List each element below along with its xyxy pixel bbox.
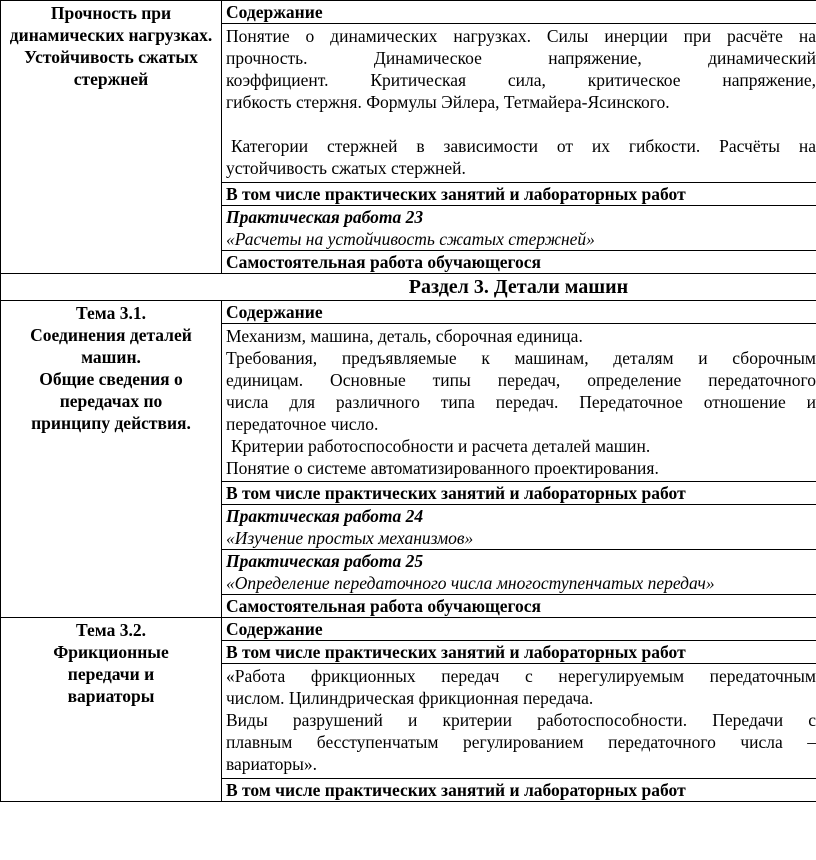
text-line: Виды разрушений и критерии работоспособности. Передачи с: [226, 710, 816, 730]
practice-work: [222, 505, 816, 550]
practice-header: В том числе практических занятий и лабораторных работ: [222, 183, 816, 206]
text-line: Понятие о динамических нагрузках. Силы инерции при расчёте на: [226, 26, 816, 46]
topic-title: Прочность при динамических нагрузках. Устойчивость сжатых стержней: [9, 3, 213, 89]
topic-cell-dynamic: [1, 1, 222, 274]
practice-desc: «Расчеты на устойчивость сжатых стержней»: [226, 229, 595, 249]
practice-title: Практическая работа 24: [226, 506, 424, 526]
topic-title-line: Тема 3.2.: [76, 620, 146, 640]
content-header: Содержание: [222, 1, 816, 24]
topic-title-line: Фрикционные: [53, 642, 169, 662]
text-line: устойчивость сжатых стержней.: [226, 158, 466, 178]
text-line: Критерии работоспособности и расчета деталей машин.: [231, 436, 651, 456]
topic-title-line: Соединения деталей: [30, 325, 192, 345]
text-line: передаточное число.: [226, 414, 379, 434]
text-line: числом. Цилиндрическая фрикционная передача.: [226, 688, 594, 708]
content-text: [222, 664, 816, 779]
text-line: единицам. Основные типы передач, определение передаточного: [226, 370, 816, 390]
topic-title-line: машин.: [81, 347, 141, 367]
practice-desc: «Определение передаточного числа многоступенчатых передач»: [226, 573, 715, 593]
practice-desc: «Изучение простых механизмов»: [226, 528, 474, 548]
text-line: гибкость стержня. Формулы Эйлера, Тетмайера-Ясинского.: [226, 92, 670, 112]
topic-title-line: Тема 3.1.: [76, 303, 146, 323]
self-work: Самостоятельная работа обучающегося: [222, 595, 816, 618]
content-text: [222, 24, 816, 183]
content-header: Содержание: [222, 618, 816, 641]
practice-work: [222, 550, 816, 595]
practice-title: Практическая работа 23: [226, 207, 424, 227]
text-line: числа для различного типа передач. Передаточное отношение и: [226, 392, 816, 412]
text-line: вариаторы».: [226, 754, 318, 774]
practice-work: [222, 206, 816, 251]
text-line: Механизм, машина, деталь, сборочная единица.: [226, 326, 583, 346]
topic-title-line: принципу действия.: [31, 413, 191, 433]
text-line: Понятие о системе автоматизированного проектирования.: [226, 458, 659, 478]
text-line: коэффициент. Критическая сила, критическое напряжение,: [226, 70, 816, 90]
text-line: Категории стержней в зависимости от их гибкости. Расчёты на: [231, 136, 816, 156]
text-line: «Работа фрикционных передач с нерегулируемым передаточным: [226, 666, 816, 686]
section-heading: Раздел 3. Детали машин: [1, 274, 816, 301]
topic-title-line: передачи и: [67, 664, 155, 684]
topic-cell-3-2: [1, 618, 222, 802]
self-work: Самостоятельная работа обучающегося: [222, 251, 816, 274]
text-line: плавным бесступенчатым регулированием передаточного числа –: [226, 732, 816, 752]
text-line: Требования, предъявляемые к машинам, деталям и сборочным: [226, 348, 816, 368]
text-line: прочность. Динамическое напряжение, динамический: [226, 48, 816, 68]
topic-title-line: Общие сведения о: [39, 369, 183, 389]
practice-title: Практическая работа 25: [226, 551, 424, 571]
content-text: [222, 324, 816, 482]
topic-cell-3-1: [1, 301, 222, 618]
practice-header: В том числе практических занятий и лабораторных работ: [222, 482, 816, 505]
topic-title-line: передачах по: [59, 391, 163, 411]
practice-header: В том числе практических занятий и лабораторных работ: [222, 779, 816, 802]
topic-title-line: вариаторы: [67, 686, 155, 706]
practice-header: В том числе практических занятий и лабораторных работ: [222, 641, 816, 664]
content-header: Содержание: [222, 301, 816, 324]
